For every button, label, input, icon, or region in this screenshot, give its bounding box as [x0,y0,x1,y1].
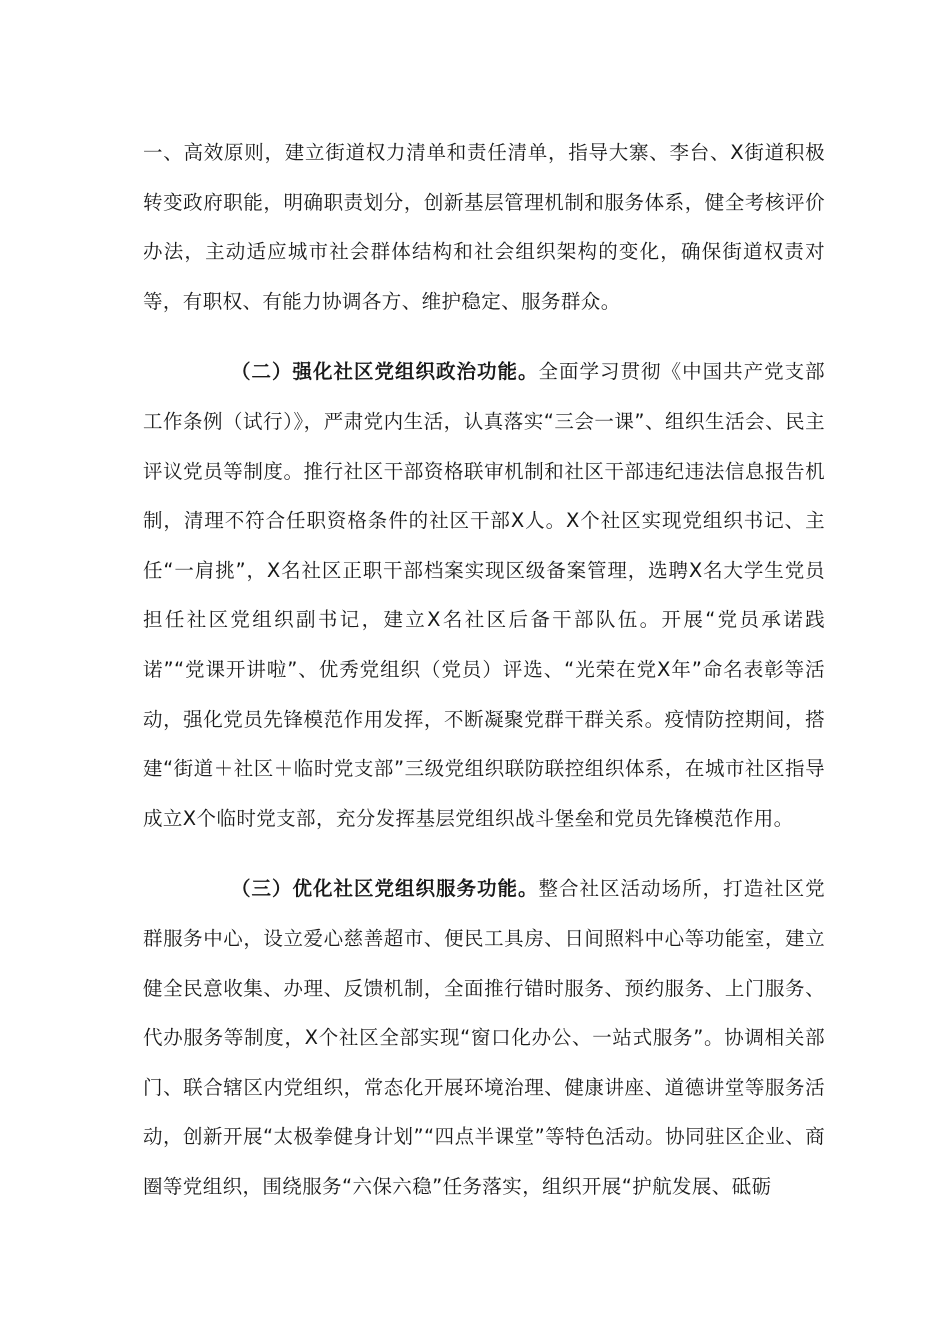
document-page [143,128,825,1211]
paragraph-2 [143,347,825,843]
paragraph-3-text: 整合社区活动场所，打造社区党群服务中心，设立爱心慈善超市、便民工具房、日间照料中心等功能室，建立健全民意收集、办理、反馈机制，全面推行错时服务、预约服务、上门服务、代办服务等制度，X个社区全部实现“窗口化办公、一站式服务”。协调相关部门、联合辖区内党组织，常态化开展环境治理、健康讲座、道德讲堂等服务活动，创新开展“太极拳健身计划”“四点半课堂”等特色活动。协同驻区企业、商圈等党组织，围绕服务“六保六稳”任务落实，组织开展“护航发展、砥砺 [143,877,825,1198]
paragraph-3-heading: （三）优化社区党组织服务功能。 [231,877,539,901]
paragraph-1 [143,128,825,326]
paragraph-2-heading: （二）强化社区党组织政治功能。 [231,360,539,384]
paragraph-3 [143,864,825,1211]
paragraph-1-text: 一、高效原则，建立街道权力清单和责任清单，指导大寨、李台、X街道积极转变政府职能，明确职责划分，创新基层管理机制和服务体系，健全考核评价办法，主动适应城市社会群体结构和社会组织架构的变化，确保街道权责对等，有职权、有能力协调各方、维护稳定、服务群众。 [143,141,825,313]
paragraph-2-text: 全面学习贯彻《中国共产党支部工作条例（试行）》，严肃党内生活，认真落实“三会一课”、组织生活会、民主评议党员等制度。推行社区干部资格联审机制和社区干部违纪违法信息报告机制，清理不符合任职资格条件的社区干部X人。X个社区实现党组织书记、主任“一肩挑”，X名社区正职干部档案实现区级备案管理，选聘X名大学生党员担任社区党组织副书记，建立X名社区后备干部队伍。开展“党员承诺践诺”“党课开讲啦”、优秀党组织（党员）评选、“光荣在党X年”命名表彰等活动，强化党员先锋模范作用发挥，不断凝聚党群干群关系。疫情防控期间，搭建“街道＋社区＋临时党支部”三级党组织联防联控组织体系，在城市社区指导成立X个临时党支部，充分发挥基层党组织战斗堡垒和党员先锋模范作用。 [143,360,825,830]
